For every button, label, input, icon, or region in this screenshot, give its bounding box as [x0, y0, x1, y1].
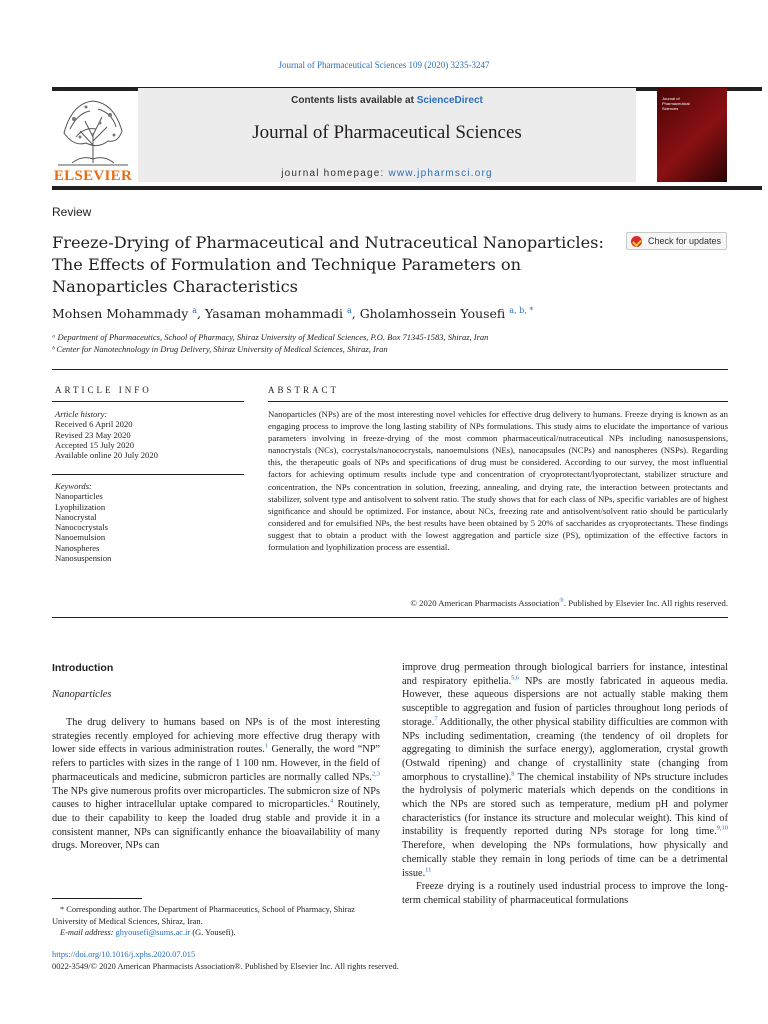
abstract-copyright: © 2020 American Pharmacists Association®. Published by Elsevier Inc. All rights reserved.: [410, 598, 728, 608]
journal-homepage: [138, 168, 636, 179]
paragraph: Freeze drying is a routinely used industrial process to improve the long-term chemical stability of pharmaceutical formulations: [402, 881, 728, 906]
text-run: The drug delivery to humans based on NPs is of the most interesting strategies recently employed for achieving more effective drug therapy with lower side effects in various administration routes.: [52, 717, 380, 756]
keyword: Nanocrystal: [55, 511, 97, 522]
reference-link[interactable]: 5,6: [511, 674, 520, 682]
article-history: [55, 409, 158, 460]
left-column: [52, 716, 380, 853]
divider: [268, 401, 728, 402]
journal-cover-thumbnail[interactable]: [657, 88, 727, 182]
homepage-link[interactable]: www.jpharmsci.org: [388, 168, 493, 179]
text-run: NPs are mostly fabricated in aqueous media. However, these aqueous dispersions are not actually stable making them susceptible to aggregation and fusion of particles throughout long periods of storage.: [402, 675, 728, 728]
introduction-heading: Introduction: [52, 662, 114, 674]
author-list: Mohsen Mohammady $^a$, Yasaman mohammadi $^a$, Gholamhossein Yousefi $^{a, b, *}$: [52, 306, 534, 322]
author-affil[interactable]: a: [346, 306, 352, 315]
keyword: Lyophilization: [55, 501, 106, 512]
check-for-updates-label: Check for updates: [648, 236, 722, 246]
text-run: Additionally, the other physical stability difficulties are common with NPs including sedimentation, creaming (the tendency of oil droplets for aggregating to diminish the surface energy), agglomeration, crystal growth (Ostwald ripening) and change of crystallinity state (changing from amorphous to crystalline).: [402, 716, 728, 783]
email-link[interactable]: ghyousefi@sums.ac.ir: [115, 928, 191, 937]
journal-citation[interactable]: Journal of Pharmaceutical Sciences 109 (2020) 3235-3247: [278, 60, 490, 70]
affiliation-a: ᵃ Department of Pharmaceutics, School of Pharmacy, Shiraz University of Medical Sciences, P.O. Box 71345-1583, Shiraz, Iran: [52, 332, 489, 342]
paragraph: [402, 661, 728, 880]
elsevier-logo-text: ELSEVIER: [53, 168, 133, 184]
divider: [52, 474, 244, 475]
footnote-rule: [52, 898, 142, 899]
text-run: The chemical instability of NPs structure includes the hydrolysis of polymeric materials which depends on the conditions in which the NPs are stored such as temperature, medium pH and polymer characteristics (for instance its structure and molecular weight). This kind of instability is frequently reported during NPs storage for long time.: [402, 771, 728, 838]
corresponding-author-footnote: [52, 904, 380, 939]
keyword: Nanococrystals: [55, 522, 108, 533]
keyword: Nanospheres: [55, 542, 100, 553]
history-label: Article history:: [55, 409, 108, 419]
reference-link[interactable]: 4: [330, 797, 334, 805]
copyright-prefix: © 2020 American Pharmacists Association: [410, 598, 560, 608]
keyword: Nanosuspension: [55, 553, 112, 564]
issn-line: 0022-3549/© 2020 American Pharmacists Association®. Published by Elsevier Inc. All rights reserved.: [52, 962, 399, 971]
copyright-suffix: . Published by Elsevier Inc. All rights reserved.: [563, 598, 728, 608]
cover-title: Journal of Pharmaceutical Sciences: [662, 96, 690, 111]
article-info-heading: ARTICLE INFO: [55, 385, 152, 395]
journal-title: Journal of Pharmaceutical Sciences: [252, 122, 522, 143]
masthead-bottom-rule: [52, 186, 762, 190]
title-line: Freeze-Drying of Pharmaceutical and Nutraceutical Nanoparticles:: [52, 233, 604, 252]
reference-link[interactable]: 2,3: [371, 770, 380, 778]
author-name[interactable]: Gholamhossein Yousefi: [359, 306, 506, 322]
contents-prefix: Contents lists available at: [291, 95, 417, 106]
title-line: The Effects of Formulation and Technique Parameters on: [52, 255, 522, 274]
email-line: [52, 927, 380, 939]
divider: [52, 369, 728, 370]
abstract-heading: ABSTRACT: [268, 385, 340, 395]
keywords: [55, 481, 111, 563]
text-run: Generally, the word “NP” refers to particles with sizes in the range of 1 100 nm. However, in the field of pharmaceuticals and medicine, submicron particles are normally called NPs.: [52, 744, 381, 783]
email-label: E-mail address:: [60, 928, 116, 937]
history-item: Accepted 15 July 2020: [55, 439, 134, 450]
history-item: Received 6 April 2020: [55, 419, 133, 430]
reference-link[interactable]: 7: [434, 715, 438, 723]
email-suffix: (G. Yousefi).: [190, 928, 236, 937]
keyword: Nanoemulsion: [55, 532, 106, 543]
history-item: Revised 23 May 2020: [55, 429, 131, 440]
divider: [52, 617, 728, 618]
author-affil[interactable]: a: [192, 306, 198, 315]
doi-link[interactable]: https://doi.org/10.1016/j.xphs.2020.07.015: [52, 950, 196, 959]
reference-link[interactable]: 9,10: [716, 825, 728, 833]
reference-link[interactable]: 11: [425, 866, 432, 874]
text-run: improve drug permeation through biological barriers for instance, intestinal and respiratory epithelia.: [402, 662, 728, 687]
reference-link[interactable]: 8: [511, 770, 515, 778]
title-line: Nanoparticles Characteristics: [52, 277, 298, 296]
divider: [52, 401, 244, 402]
article-type: Review: [52, 205, 92, 219]
corresponding-note: * Corresponding author. The Department of Pharmaceutics, School of Pharmacy, Shiraz University of Medical Sciences, Shiraz, Iran.: [52, 905, 355, 926]
crossmark-icon: [631, 236, 642, 247]
author-affil[interactable]: a, b, *: [509, 306, 534, 315]
reference-link[interactable]: 1: [264, 742, 269, 750]
affiliation-b: ᵇ Center for Nanotechnology in Drug Delivery, Shiraz University of Medical Sciences, Shiraz, Iran: [52, 344, 388, 354]
right-column: [402, 661, 728, 908]
check-for-updates-button[interactable]: [626, 232, 727, 250]
text-run: Therefore, when developing the NPs formulations, how physically and chemically stable they remain in long periods of time can be a detrimental issue.: [402, 840, 728, 879]
text-run: The NPs give numerous profits over microparticles. The submicron size of NPs causes to higher intracellular uptake compared to microparticles.: [52, 785, 380, 811]
contents-available: [138, 95, 636, 106]
nanoparticles-subheading: Nanoparticles: [52, 689, 112, 700]
history-item: Available online 20 July 2020: [55, 450, 158, 461]
keyword: Nanoparticles: [55, 491, 103, 502]
article-title: [52, 232, 612, 298]
keywords-label: Keywords:: [55, 481, 92, 491]
author-name[interactable]: Yasaman mohammadi: [204, 306, 343, 322]
text-run: Routinely, due to their capability to keep the loaded drug stable and provide it in a consistent manner, NPs can significantly enhance the bioavailability of many drugs. Moreover, NPs can: [52, 799, 380, 852]
abstract-text: Nanoparticles (NPs) are of the most interesting novel vehicles for effective drug delivery to humans. Freeze drying is known as an engaging process to improve the long lasting stability of NPs formulations. This study aims to elucidate the importance of various parameters involving in freeze-drying of the most common pharmaceutical/nutraceutical NPs including nanosuspensions, nanocrystals (NCs), cocrystals/nanococrystals, nanoemulsions (NEs), nanocapsules (NCPs) and nanospheres (NSPs). Regarding this, the therapeutic goals of NPs and specifications of drug must be considered. According to our survey, the most influential factors for achieving optimum results include type and concentration of cryoprotectant/lyoprotectant, stabilizer structure and concentration, the NPs concentration in solution, freezing, annealing, and drying rate, the interaction between protectants and stabilizer, solvent type and antisolvent to solvent ratio. The study shows that for each class of NPs, specific variables are of highest significance and should be optimized. For instance, about NCs, freezing rate and antisolvent/solvent ratio should be particularly considered and for emulsified NPs, the best results have been obtained by 5 20% of saccharides as cryoprotectants. These findings suggest that to obtain a product with the lowest aggregation and particle size (PS), optimization of the effective factors in formulation and lyophilization process are essential.: [268, 409, 728, 553]
homepage-prefix: journal homepage:: [281, 168, 389, 179]
paragraph: [52, 716, 380, 853]
author-name[interactable]: Mohsen Mohammady: [52, 306, 189, 322]
sciencedirect-link[interactable]: ScienceDirect: [416, 95, 483, 106]
